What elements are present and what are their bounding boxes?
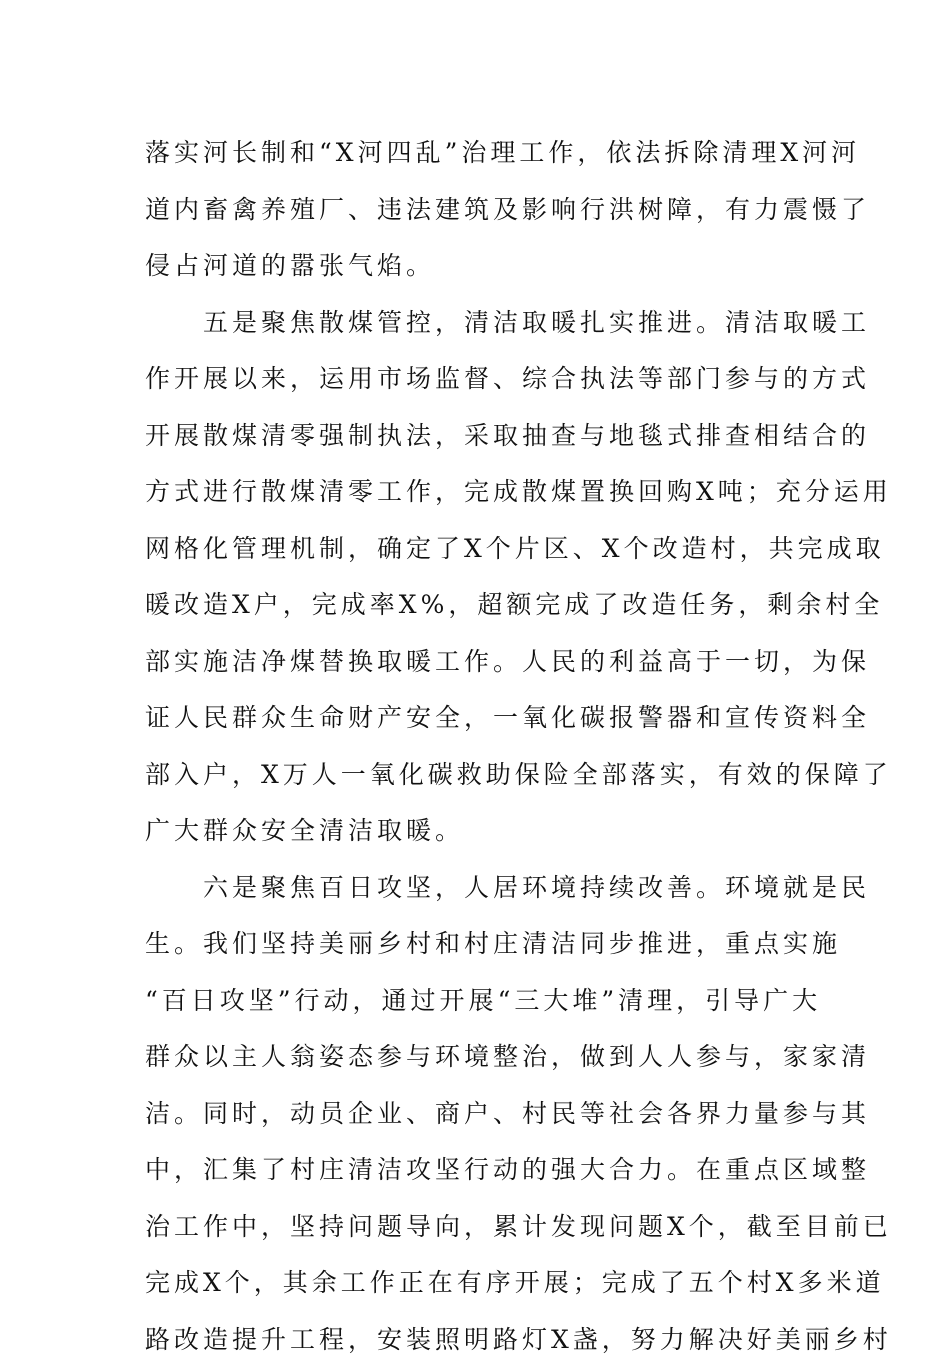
text-line: 落实河长制和“X河四乱”治理工作，依法拆除清理X河河 — [145, 125, 807, 182]
text-line: 作开展以来，运用市场监督、综合执法等部门参与的方式 — [145, 351, 807, 408]
paragraph-continued — [145, 125, 807, 295]
text-line: 中，汇集了村庄清洁攻坚行动的强大合力。在重点区域整 — [145, 1142, 807, 1199]
text-line: 开展散煤清零强制执法，采取抽查与地毯式排查相结合的 — [145, 408, 807, 465]
text-line: 洁。同时，动员企业、商户、村民等社会各界力量参与其 — [145, 1086, 807, 1143]
text-line: 部入户，X万人一氧化碳救助保险全部落实，有效的保障了 — [145, 747, 807, 804]
text-line: 网格化管理机制，确定了X个片区、X个改造村，共完成取 — [145, 521, 807, 578]
text-line: 道内畜禽养殖厂、违法建筑及影响行洪树障，有力震慑了 — [145, 182, 807, 239]
text-line: “百日攻坚”行动，通过开展“三大堆”清理，引导广大 — [145, 973, 807, 1030]
text-line: 证人民群众生命财产安全，一氧化碳报警器和宣传资料全 — [145, 690, 807, 747]
text-line: 群众以主人翁姿态参与环境整治，做到人人参与，家家清 — [145, 1029, 807, 1086]
text-line: 部实施洁净煤替换取暖工作。人民的利益高于一切，为保 — [145, 634, 807, 691]
text-line: 暖改造X户，完成率X%，超额完成了改造任务，剩余村全 — [145, 577, 807, 634]
text-line: 完成X个，其余工作正在有序开展；完成了五个村X多米道 — [145, 1255, 807, 1312]
paragraph-five — [145, 295, 807, 860]
body-text — [145, 125, 807, 1368]
text-line: 广大群众安全清洁取暖。 — [145, 803, 807, 860]
text-line: 治工作中，坚持问题导向，累计发现问题X个，截至目前已 — [145, 1199, 807, 1256]
paragraph-six — [145, 860, 807, 1368]
text-line: 六是聚焦百日攻坚，人居环境持续改善。环境就是民 — [145, 860, 807, 917]
text-line: 路改造提升工程，安装照明路灯X盏，努力解决好美丽乡村 — [145, 1312, 807, 1368]
text-line: 生。我们坚持美丽乡村和村庄清洁同步推进，重点实施 — [145, 916, 807, 973]
text-line: 方式进行散煤清零工作，完成散煤置换回购X吨；充分运用 — [145, 464, 807, 521]
text-line: 五是聚焦散煤管控，清洁取暖扎实推进。清洁取暖工 — [145, 295, 807, 352]
text-line: 侵占河道的嚣张气焰。 — [145, 238, 807, 295]
